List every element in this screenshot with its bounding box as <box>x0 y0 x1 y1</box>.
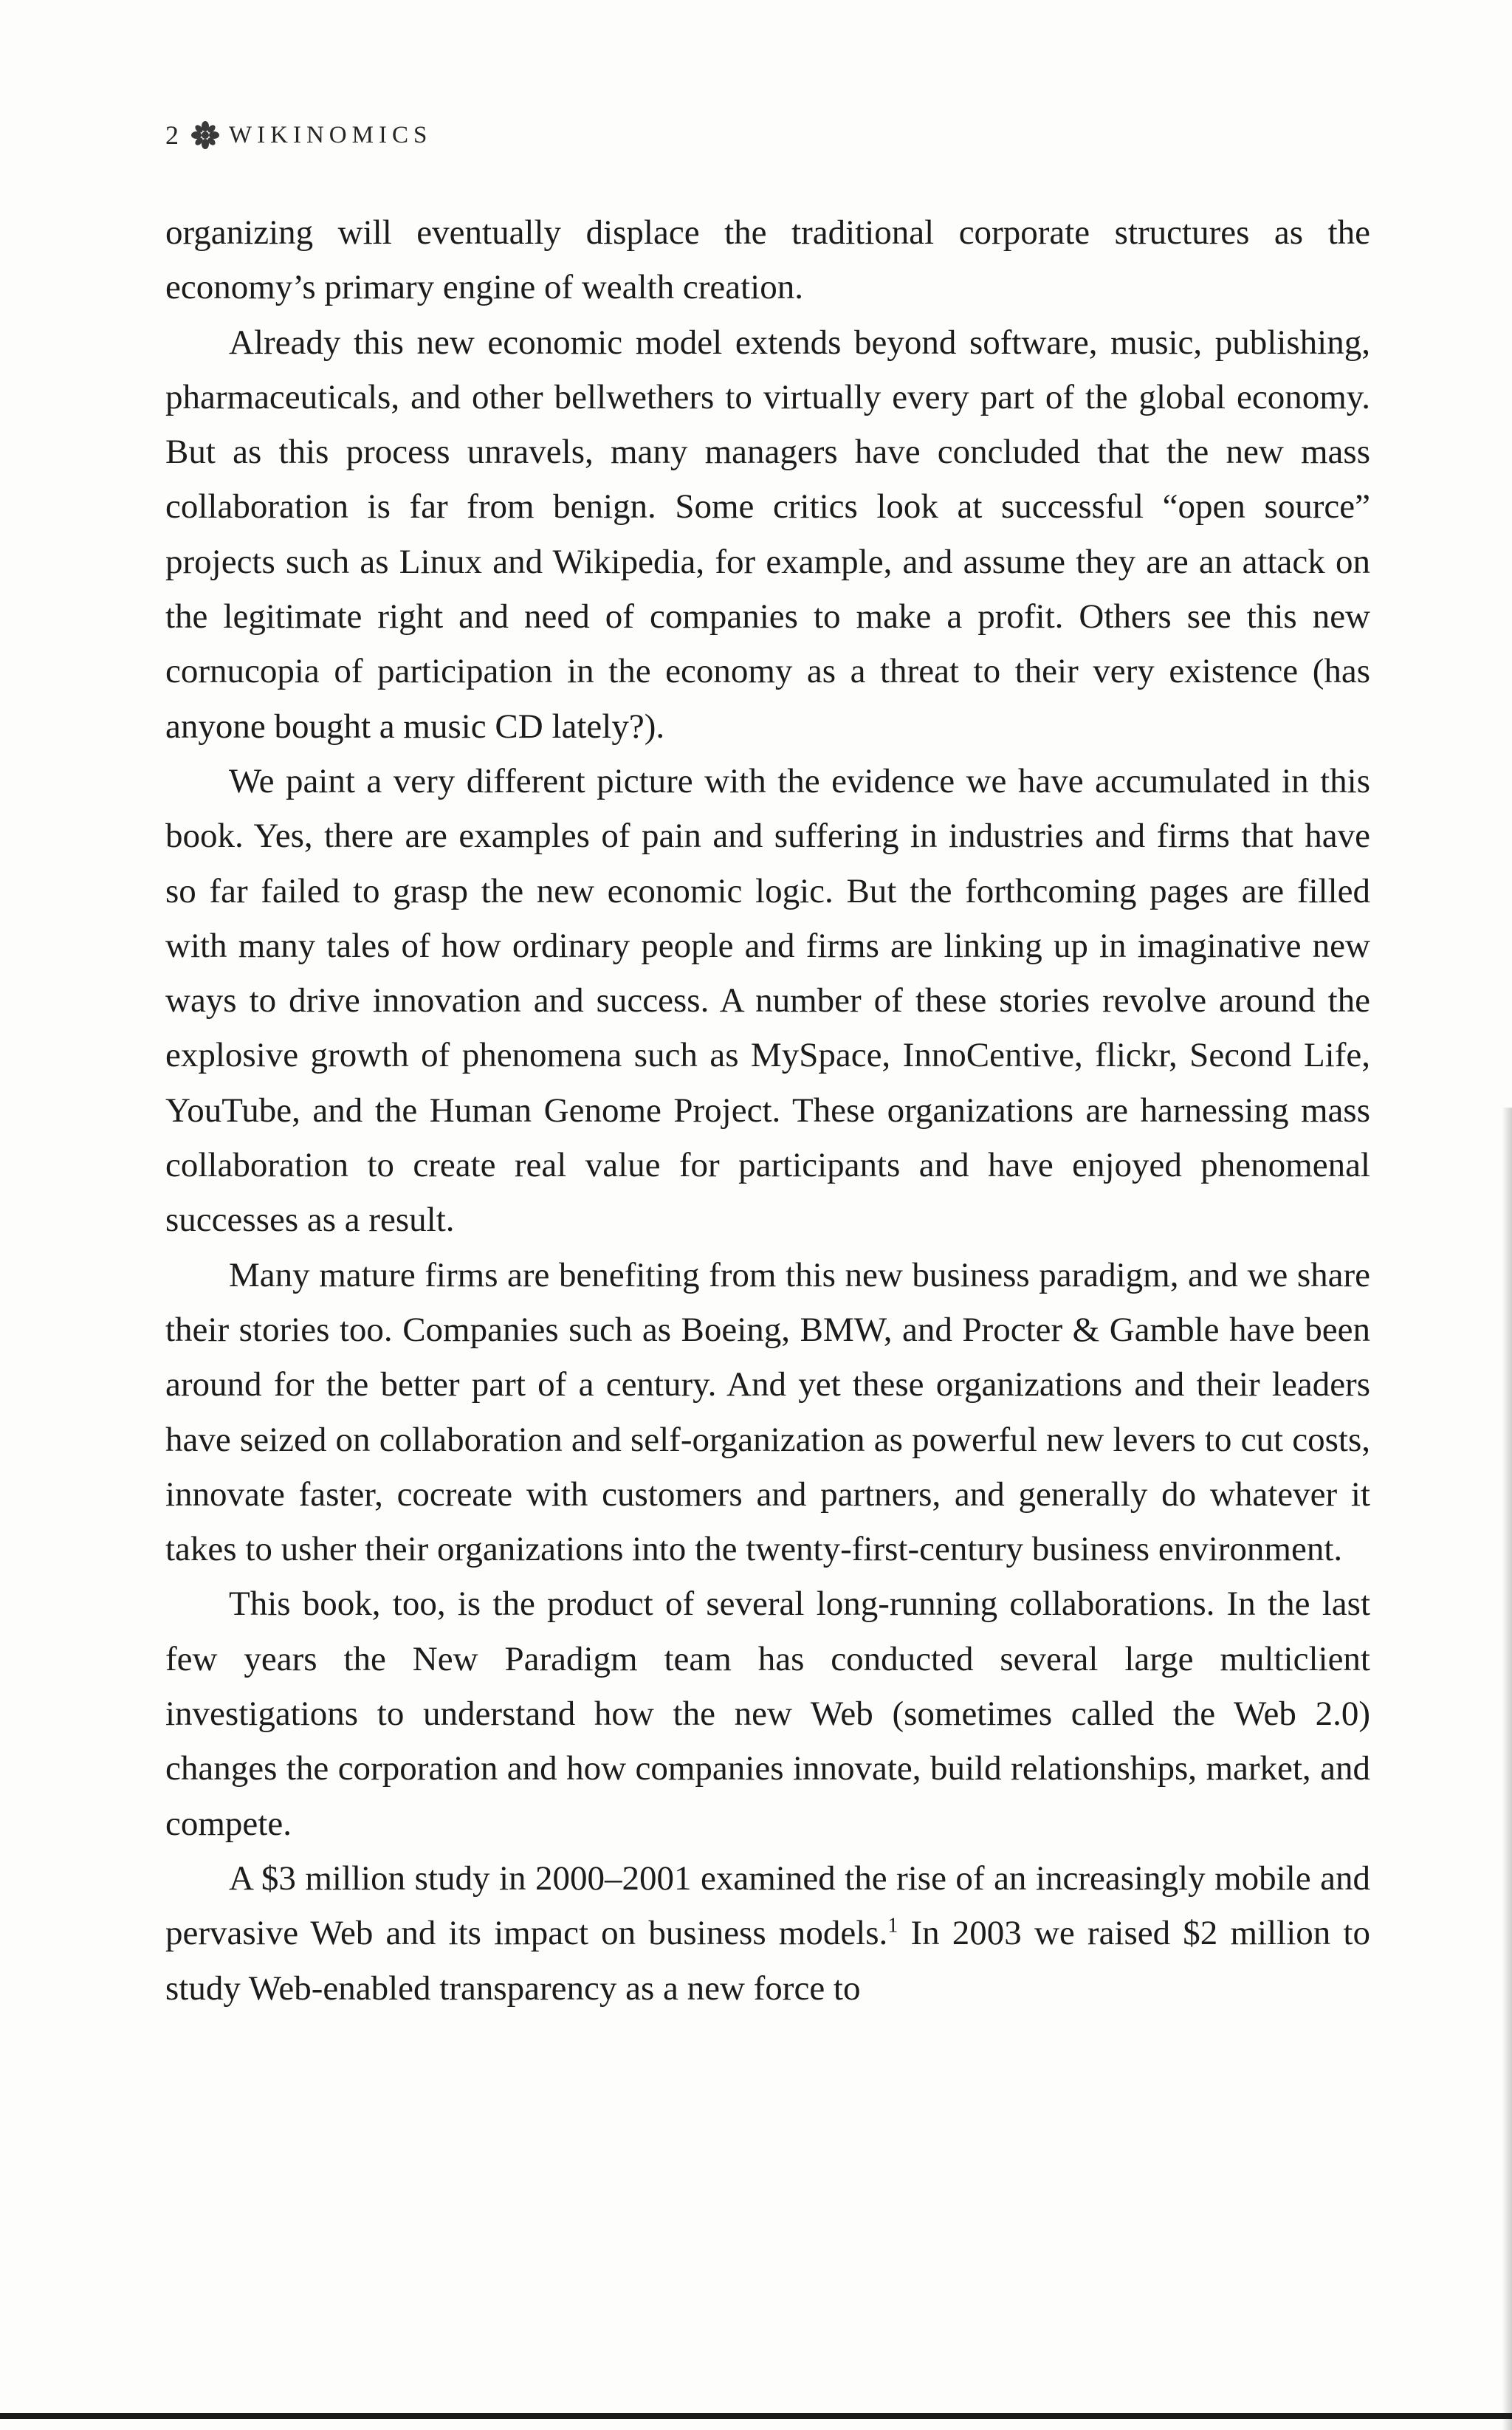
paragraph: Already this new economic model extends beyond software, music, publishing, pharmaceuticals, and other bellwethers to virtually every part of the global economy. But as this process unravels, many managers have concluded that the new mass collaboration is far from benign. Some critics look at successful “open source” projects such as Linux and Wikipedia, for example, and assume they are an attack on the legitimate right and need of companies to make a profit. Others see this new cornucopia of participation in the economy as a threat to their very existence (has anyone bought a music CD lately?). <box>165 323 1370 746</box>
running-head <box>165 117 432 154</box>
paragraph <box>165 1851 1370 2016</box>
footnote-marker: 1 <box>887 1914 898 1938</box>
paragraph: We paint a very different picture with the evidence we have accumulated in this book. Yes, there are examples of pain and suffering in industries and firms that have so far failed to grasp the new economic logic. But the forthcoming pages are filled with many tales of how ordinary people and firms are linking up in imaginative new ways to drive innovation and success. A number of these stories revolve around the explosive growth of phenomena such as MySpace, InnoCentive, flickr, Second Life, YouTube, and the Human Genome Project. These organizations are harnessing mass collaboration to create real value for participants and have enjoyed phenomenal successes as a result. <box>165 761 1370 1240</box>
paragraph-text: In 2003 we raised $2 million to study Web-enabled transparency as a new force to <box>165 1914 1370 2008</box>
paragraph: This book, too, is the product of several long-running collaborations. In the last few years the New Paradigm team has conducted several large multiclient investigations to understand how the new Web (sometimes called the Web 2.0) changes the corporation and how companies innovate, build relationships, market, and compete. <box>165 1585 1370 1843</box>
star-ornament-icon <box>190 120 220 150</box>
running-head-title: WIKINOMICS <box>229 122 433 148</box>
paragraph: organizing will eventually displace the traditional corporate structures as the economy’s primary engine of wealth creation. <box>165 213 1370 307</box>
page-number: 2 <box>165 120 183 150</box>
paragraph-text: A $3 million study in 2000–2001 examined the rise of an increasingly mobile and pervasive Web and its impact on business models. <box>165 1858 1370 1953</box>
page-edge-shadow <box>1502 1108 1512 2430</box>
body-text <box>165 205 1370 2016</box>
paragraph: Many mature firms are benefiting from this new business paradigm, and we share their stories too. Companies such as Boeing, BMW, and Procter & Gamble have been around for the better part of a century. And yet these organizations and their leaders have seized on collaboration and self-organization as powerful new levers to cut costs, innovate faster, cocreate with customers and partners, and generally do whatever it takes to usher their organizations into the twenty-first-century business environment. <box>165 1255 1370 1569</box>
scan-bottom-edge <box>0 2413 1512 2419</box>
